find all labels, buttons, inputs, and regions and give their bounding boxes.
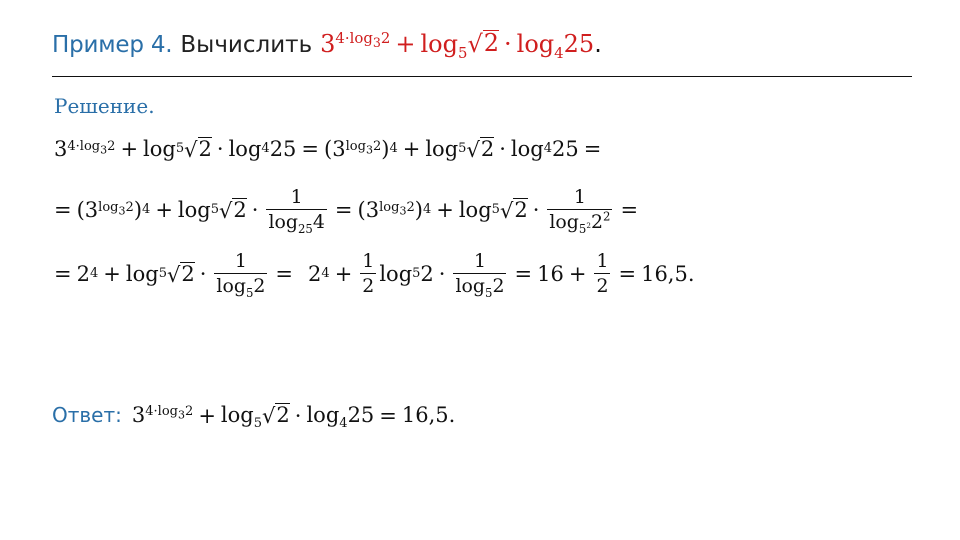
answer-row bbox=[52, 394, 455, 436]
fraction: $\frac{1}{\log_{25}4}$ bbox=[268, 186, 325, 236]
solution-heading: Решение. bbox=[54, 94, 155, 118]
fraction: $\frac{1}{2}$ bbox=[362, 250, 375, 297]
solution-line-3: = 2 4 + log 5 √ 2 · $\frac{1}{\log_52}$ = 2 4 + $\frac{1}{2}$ log 5 2 · $\frac{1}{\log_52}$ = 16 + $\frac{1}{2}$ = 16,5 . bbox=[54, 250, 695, 300]
fraction: $\frac{1}{2}$ bbox=[596, 250, 609, 297]
fraction: $\frac{1}{\log_{5^2}2^2}$ bbox=[549, 186, 611, 236]
solution-line-1: 3 $4\cdot\log_32$ + log 5 √ 2 · log 4 25 = (3 $\log_32$ ) 4 + log 5 √ 2 · log 4 25 = bbox=[54, 136, 602, 162]
solution-line-2: = (3 $\log_32$ ) 4 + log 5 √ 2 · $\frac{1}{\log_{25}4}$ = (3 $\log_32$ ) 4 + log 5 √ 2 · $\frac{1}{\log_{5^2}2^2}$ = bbox=[54, 186, 639, 236]
answer-expression: $3^{4\cdot log_32} + \log_5√$ 2 · $\log_425 = 16,5$. bbox=[131, 403, 456, 432]
slide-title: Пример 4. Вычислить $3^{4\cdot log_32} + \log_5√$ 2 · $\log_425$ . bbox=[52, 29, 602, 62]
answer-value: 16,5 bbox=[401, 403, 449, 428]
answer-label: Ответ: bbox=[52, 403, 122, 427]
final-result: 16,5 bbox=[641, 261, 688, 286]
fraction: $\frac{1}{\log_52}$ bbox=[455, 250, 505, 300]
task-verb: Вычислить bbox=[180, 32, 313, 59]
title-divider bbox=[52, 76, 912, 77]
intermediate-result: 16 bbox=[537, 261, 564, 286]
example-label: Пример 4. bbox=[52, 32, 173, 59]
fraction: $\frac{1}{\log_52}$ bbox=[216, 250, 266, 300]
task-expression: $3^{4\cdot log_32} + \log_5√$ 2 · $\log_425$ bbox=[320, 29, 595, 62]
